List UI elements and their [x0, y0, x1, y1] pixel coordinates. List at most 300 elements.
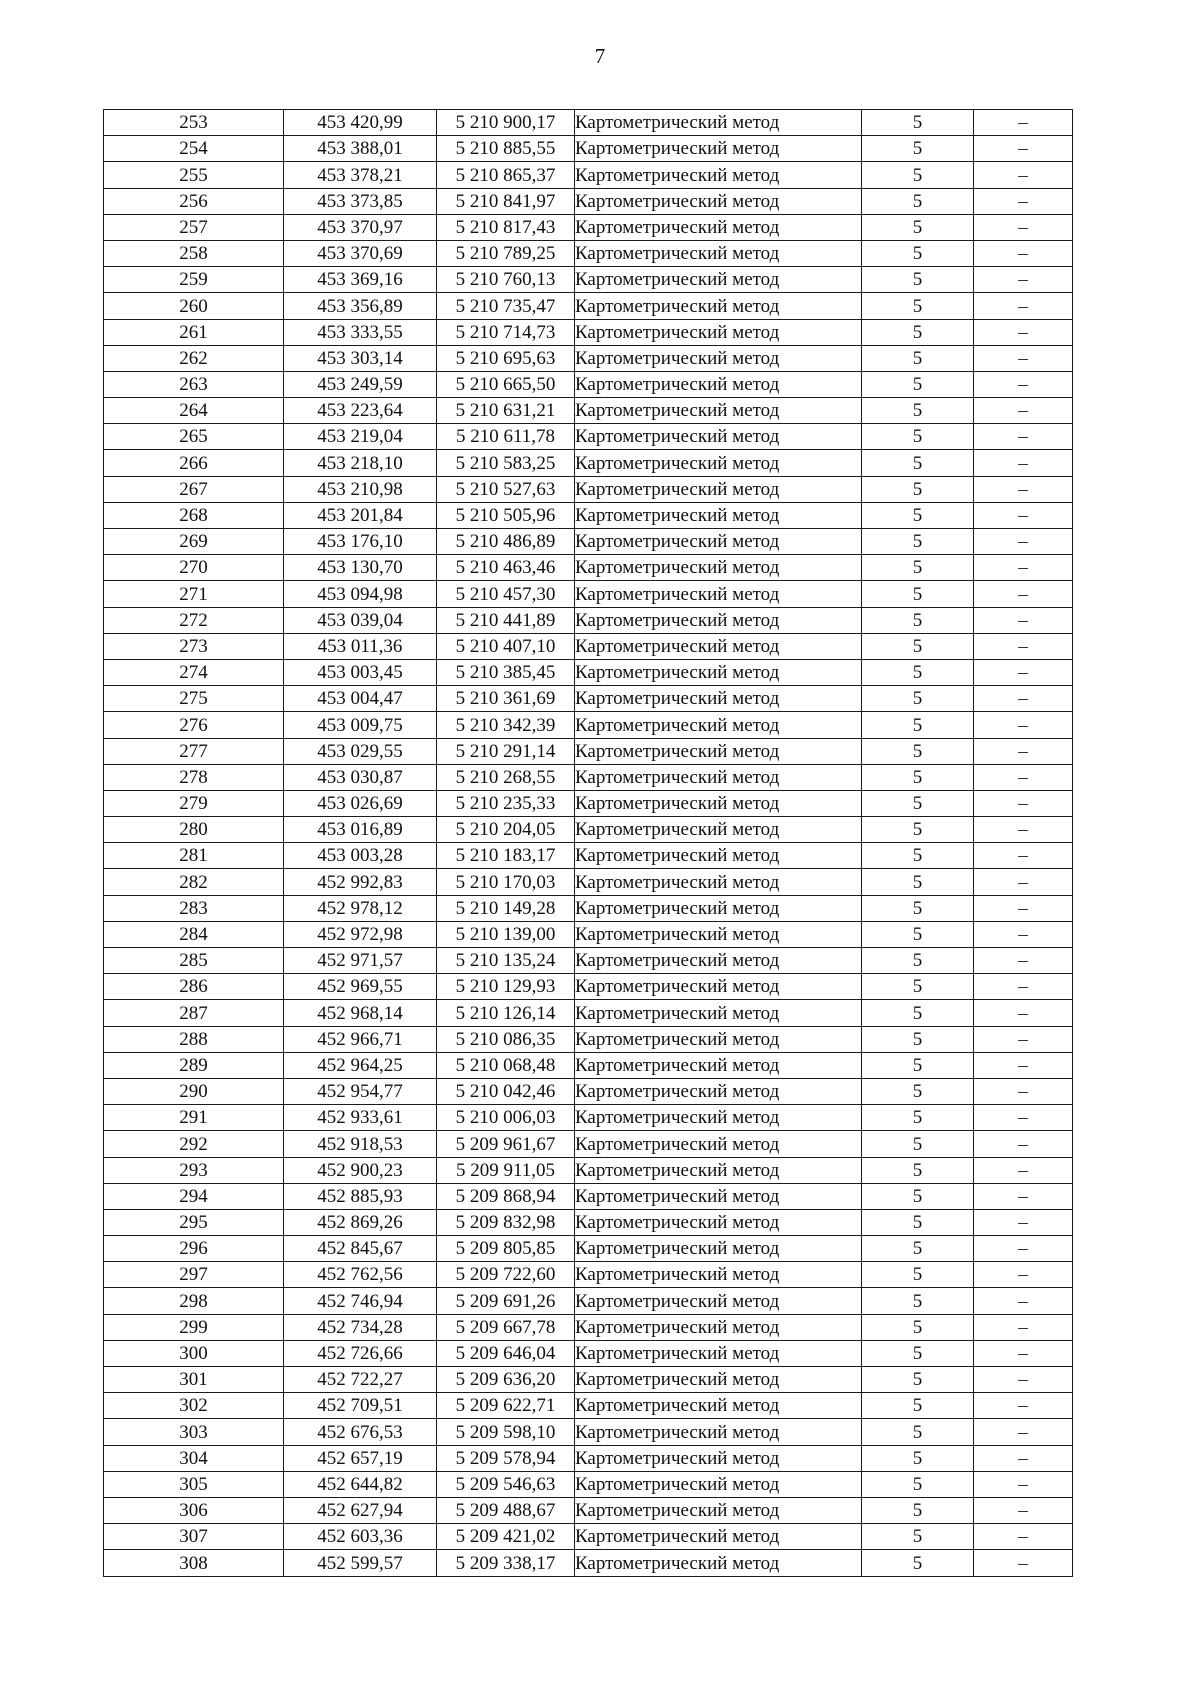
description-cell: – [974, 1262, 1073, 1288]
accuracy-cell: 5 [862, 895, 974, 921]
table-row [104, 1052, 1073, 1078]
y-coordinate-cell: 5 210 817,43 [437, 214, 575, 240]
point-number-cell: 294 [104, 1183, 284, 1209]
x-coordinate-cell: 453 210,98 [284, 476, 437, 502]
accuracy-cell: 5 [862, 1393, 974, 1419]
description-cell: – [974, 1393, 1073, 1419]
table-row [104, 974, 1073, 1000]
accuracy-cell: 5 [862, 1000, 974, 1026]
y-coordinate-cell: 5 210 361,69 [437, 686, 575, 712]
description-cell: – [974, 476, 1073, 502]
method-cell: Картометрический метод [575, 1052, 862, 1078]
point-number-cell: 254 [104, 136, 284, 162]
description-cell: – [974, 1209, 1073, 1235]
point-number-cell: 295 [104, 1209, 284, 1235]
description-cell: – [974, 502, 1073, 528]
x-coordinate-cell: 452 966,71 [284, 1026, 437, 1052]
y-coordinate-cell: 5 210 885,55 [437, 136, 575, 162]
method-cell: Картометрический метод [575, 1367, 862, 1393]
description-cell: – [974, 110, 1073, 136]
x-coordinate-cell: 453 369,16 [284, 267, 437, 293]
coordinates-table [103, 109, 1073, 1577]
table-row [104, 712, 1073, 738]
description-cell: – [974, 1236, 1073, 1262]
x-coordinate-cell: 453 201,84 [284, 502, 437, 528]
accuracy-cell: 5 [862, 712, 974, 738]
table-row [104, 319, 1073, 345]
point-number-cell: 284 [104, 921, 284, 947]
table-row [104, 738, 1073, 764]
table-row [104, 214, 1073, 240]
x-coordinate-cell: 452 657,19 [284, 1445, 437, 1471]
y-coordinate-cell: 5 210 457,30 [437, 581, 575, 607]
table-row [104, 1340, 1073, 1366]
method-cell: Картометрический метод [575, 1262, 862, 1288]
description-cell: – [974, 581, 1073, 607]
table-row [104, 1550, 1073, 1576]
method-cell: Картометрический метод [575, 240, 862, 266]
method-cell: Картометрический метод [575, 1419, 862, 1445]
table-row [104, 555, 1073, 581]
x-coordinate-cell: 453 039,04 [284, 607, 437, 633]
method-cell: Картометрический метод [575, 214, 862, 240]
table-row [104, 1497, 1073, 1523]
x-coordinate-cell: 453 333,55 [284, 319, 437, 345]
y-coordinate-cell: 5 210 695,63 [437, 345, 575, 371]
x-coordinate-cell: 452 726,66 [284, 1340, 437, 1366]
y-coordinate-cell: 5 210 789,25 [437, 240, 575, 266]
table-row [104, 607, 1073, 633]
description-cell: – [974, 319, 1073, 345]
description-cell: – [974, 1105, 1073, 1131]
y-coordinate-cell: 5 209 868,94 [437, 1183, 575, 1209]
y-coordinate-cell: 5 210 760,13 [437, 267, 575, 293]
description-cell: – [974, 686, 1073, 712]
accuracy-cell: 5 [862, 607, 974, 633]
accuracy-cell: 5 [862, 1471, 974, 1497]
description-cell: – [974, 1471, 1073, 1497]
description-cell: – [974, 136, 1073, 162]
description-cell: – [974, 345, 1073, 371]
point-number-cell: 280 [104, 817, 284, 843]
point-number-cell: 267 [104, 476, 284, 502]
table-row [104, 1419, 1073, 1445]
description-cell: – [974, 188, 1073, 214]
y-coordinate-cell: 5 210 665,50 [437, 371, 575, 397]
accuracy-cell: 5 [862, 1105, 974, 1131]
table-row [104, 162, 1073, 188]
table-row [104, 790, 1073, 816]
x-coordinate-cell: 453 370,97 [284, 214, 437, 240]
x-coordinate-cell: 452 969,55 [284, 974, 437, 1000]
accuracy-cell: 5 [862, 1288, 974, 1314]
page-number: 7 [594, 44, 606, 68]
x-coordinate-cell: 453 029,55 [284, 738, 437, 764]
method-cell: Картометрический метод [575, 581, 862, 607]
y-coordinate-cell: 5 210 235,33 [437, 790, 575, 816]
x-coordinate-cell: 453 094,98 [284, 581, 437, 607]
method-cell: Картометрический метод [575, 476, 862, 502]
point-number-cell: 263 [104, 371, 284, 397]
y-coordinate-cell: 5 209 805,85 [437, 1236, 575, 1262]
accuracy-cell: 5 [862, 1131, 974, 1157]
method-cell: Картометрический метод [575, 1393, 862, 1419]
point-number-cell: 273 [104, 633, 284, 659]
table-row [104, 188, 1073, 214]
point-number-cell: 288 [104, 1026, 284, 1052]
method-cell: Картометрический метод [575, 1550, 862, 1576]
y-coordinate-cell: 5 209 646,04 [437, 1340, 575, 1366]
table-row [104, 450, 1073, 476]
y-coordinate-cell: 5 209 911,05 [437, 1157, 575, 1183]
method-cell: Картометрический метод [575, 607, 862, 633]
x-coordinate-cell: 452 676,53 [284, 1419, 437, 1445]
x-coordinate-cell: 452 954,77 [284, 1078, 437, 1104]
point-number-cell: 255 [104, 162, 284, 188]
method-cell: Картометрический метод [575, 188, 862, 214]
point-number-cell: 299 [104, 1314, 284, 1340]
accuracy-cell: 5 [862, 424, 974, 450]
accuracy-cell: 5 [862, 398, 974, 424]
method-cell: Картометрический метод [575, 136, 862, 162]
point-number-cell: 291 [104, 1105, 284, 1131]
y-coordinate-cell: 5 210 527,63 [437, 476, 575, 502]
description-cell: – [974, 529, 1073, 555]
point-number-cell: 293 [104, 1157, 284, 1183]
method-cell: Картометрический метод [575, 555, 862, 581]
method-cell: Картометрический метод [575, 345, 862, 371]
point-number-cell: 259 [104, 267, 284, 293]
accuracy-cell: 5 [862, 1340, 974, 1366]
y-coordinate-cell: 5 210 268,55 [437, 764, 575, 790]
accuracy-cell: 5 [862, 659, 974, 685]
method-cell: Картометрический метод [575, 1209, 862, 1235]
accuracy-cell: 5 [862, 188, 974, 214]
table-row [104, 948, 1073, 974]
y-coordinate-cell: 5 210 407,10 [437, 633, 575, 659]
y-coordinate-cell: 5 210 042,46 [437, 1078, 575, 1104]
description-cell: – [974, 555, 1073, 581]
x-coordinate-cell: 453 130,70 [284, 555, 437, 581]
y-coordinate-cell: 5 210 139,00 [437, 921, 575, 947]
y-coordinate-cell: 5 210 129,93 [437, 974, 575, 1000]
accuracy-cell: 5 [862, 948, 974, 974]
y-coordinate-cell: 5 209 636,20 [437, 1367, 575, 1393]
description-cell: – [974, 607, 1073, 633]
description-cell: – [974, 1052, 1073, 1078]
x-coordinate-cell: 453 011,36 [284, 633, 437, 659]
description-cell: – [974, 1157, 1073, 1183]
method-cell: Картометрический метод [575, 1445, 862, 1471]
table-row [104, 502, 1073, 528]
accuracy-cell: 5 [862, 1052, 974, 1078]
table-row [104, 240, 1073, 266]
accuracy-cell: 5 [862, 1262, 974, 1288]
table-row [104, 1105, 1073, 1131]
method-cell: Картометрический метод [575, 424, 862, 450]
y-coordinate-cell: 5 210 865,37 [437, 162, 575, 188]
table-row [104, 267, 1073, 293]
accuracy-cell: 5 [862, 502, 974, 528]
accuracy-cell: 5 [862, 686, 974, 712]
point-number-cell: 297 [104, 1262, 284, 1288]
x-coordinate-cell: 453 003,45 [284, 659, 437, 685]
point-number-cell: 296 [104, 1236, 284, 1262]
method-cell: Картометрический метод [575, 450, 862, 476]
method-cell: Картометрический метод [575, 319, 862, 345]
table-row [104, 1445, 1073, 1471]
x-coordinate-cell: 453 009,75 [284, 712, 437, 738]
accuracy-cell: 5 [862, 974, 974, 1000]
method-cell: Картометрический метод [575, 398, 862, 424]
method-cell: Картометрический метод [575, 1288, 862, 1314]
y-coordinate-cell: 5 209 421,02 [437, 1524, 575, 1550]
method-cell: Картометрический метод [575, 659, 862, 685]
method-cell: Картометрический метод [575, 843, 862, 869]
description-cell: – [974, 895, 1073, 921]
point-number-cell: 281 [104, 843, 284, 869]
method-cell: Картометрический метод [575, 974, 862, 1000]
y-coordinate-cell: 5 210 841,97 [437, 188, 575, 214]
description-cell: – [974, 1314, 1073, 1340]
description-cell: – [974, 1419, 1073, 1445]
accuracy-cell: 5 [862, 817, 974, 843]
accuracy-cell: 5 [862, 555, 974, 581]
point-number-cell: 300 [104, 1340, 284, 1366]
description-cell: – [974, 1340, 1073, 1366]
accuracy-cell: 5 [862, 790, 974, 816]
point-number-cell: 305 [104, 1471, 284, 1497]
x-coordinate-cell: 452 599,57 [284, 1550, 437, 1576]
description-cell: – [974, 764, 1073, 790]
accuracy-cell: 5 [862, 1236, 974, 1262]
table-row [104, 1131, 1073, 1157]
x-coordinate-cell: 452 869,26 [284, 1209, 437, 1235]
table-row [104, 686, 1073, 712]
description-cell: – [974, 1078, 1073, 1104]
accuracy-cell: 5 [862, 1183, 974, 1209]
table-row [104, 895, 1073, 921]
point-number-cell: 301 [104, 1367, 284, 1393]
description-cell: – [974, 1288, 1073, 1314]
x-coordinate-cell: 452 968,14 [284, 1000, 437, 1026]
table-row [104, 293, 1073, 319]
point-number-cell: 282 [104, 869, 284, 895]
accuracy-cell: 5 [862, 738, 974, 764]
table-row [104, 110, 1073, 136]
point-number-cell: 306 [104, 1497, 284, 1523]
description-cell: – [974, 1183, 1073, 1209]
x-coordinate-cell: 453 030,87 [284, 764, 437, 790]
table-row [104, 529, 1073, 555]
accuracy-cell: 5 [862, 843, 974, 869]
accuracy-cell: 5 [862, 1209, 974, 1235]
point-number-cell: 303 [104, 1419, 284, 1445]
point-number-cell: 276 [104, 712, 284, 738]
description-cell: – [974, 1367, 1073, 1393]
accuracy-cell: 5 [862, 1367, 974, 1393]
table-row [104, 1314, 1073, 1340]
x-coordinate-cell: 453 388,01 [284, 136, 437, 162]
point-number-cell: 264 [104, 398, 284, 424]
description-cell: – [974, 1131, 1073, 1157]
description-cell: – [974, 240, 1073, 266]
y-coordinate-cell: 5 210 149,28 [437, 895, 575, 921]
method-cell: Картометрический метод [575, 1471, 862, 1497]
y-coordinate-cell: 5 210 342,39 [437, 712, 575, 738]
point-number-cell: 283 [104, 895, 284, 921]
x-coordinate-cell: 453 303,14 [284, 345, 437, 371]
description-cell: – [974, 398, 1073, 424]
accuracy-cell: 5 [862, 162, 974, 188]
y-coordinate-cell: 5 210 126,14 [437, 1000, 575, 1026]
method-cell: Картометрический метод [575, 633, 862, 659]
point-number-cell: 262 [104, 345, 284, 371]
description-cell: – [974, 948, 1073, 974]
point-number-cell: 277 [104, 738, 284, 764]
table-row [104, 345, 1073, 371]
accuracy-cell: 5 [862, 110, 974, 136]
y-coordinate-cell: 5 210 735,47 [437, 293, 575, 319]
description-cell: – [974, 1026, 1073, 1052]
y-coordinate-cell: 5 210 006,03 [437, 1105, 575, 1131]
method-cell: Картометрический метод [575, 1105, 862, 1131]
table-row [104, 371, 1073, 397]
point-number-cell: 308 [104, 1550, 284, 1576]
y-coordinate-cell: 5 210 183,17 [437, 843, 575, 869]
method-cell: Картометрический метод [575, 162, 862, 188]
table-row [104, 921, 1073, 947]
method-cell: Картометрический метод [575, 895, 862, 921]
accuracy-cell: 5 [862, 633, 974, 659]
method-cell: Картометрический метод [575, 1157, 862, 1183]
table-row [104, 1262, 1073, 1288]
accuracy-cell: 5 [862, 1157, 974, 1183]
method-cell: Картометрический метод [575, 1131, 862, 1157]
table-row [104, 843, 1073, 869]
description-cell: – [974, 633, 1073, 659]
description-cell: – [974, 712, 1073, 738]
table-row [104, 1236, 1073, 1262]
point-number-cell: 270 [104, 555, 284, 581]
y-coordinate-cell: 5 210 135,24 [437, 948, 575, 974]
description-cell: – [974, 162, 1073, 188]
x-coordinate-cell: 452 709,51 [284, 1393, 437, 1419]
description-cell: – [974, 424, 1073, 450]
description-cell: – [974, 921, 1073, 947]
table-row [104, 869, 1073, 895]
accuracy-cell: 5 [862, 214, 974, 240]
x-coordinate-cell: 453 223,64 [284, 398, 437, 424]
point-number-cell: 258 [104, 240, 284, 266]
point-number-cell: 275 [104, 686, 284, 712]
x-coordinate-cell: 452 722,27 [284, 1367, 437, 1393]
point-number-cell: 298 [104, 1288, 284, 1314]
description-cell: – [974, 974, 1073, 1000]
description-cell: – [974, 790, 1073, 816]
description-cell: – [974, 659, 1073, 685]
method-cell: Картометрический метод [575, 817, 862, 843]
point-number-cell: 260 [104, 293, 284, 319]
x-coordinate-cell: 452 978,12 [284, 895, 437, 921]
table-row [104, 136, 1073, 162]
table-row [104, 476, 1073, 502]
method-cell: Картометрический метод [575, 869, 862, 895]
x-coordinate-cell: 453 420,99 [284, 110, 437, 136]
description-cell: – [974, 293, 1073, 319]
description-cell: – [974, 817, 1073, 843]
table-row [104, 1183, 1073, 1209]
y-coordinate-cell: 5 210 900,17 [437, 110, 575, 136]
x-coordinate-cell: 452 762,56 [284, 1262, 437, 1288]
x-coordinate-cell: 453 016,89 [284, 817, 437, 843]
accuracy-cell: 5 [862, 921, 974, 947]
table-row [104, 1157, 1073, 1183]
point-number-cell: 307 [104, 1524, 284, 1550]
description-cell: – [974, 371, 1073, 397]
y-coordinate-cell: 5 210 611,78 [437, 424, 575, 450]
accuracy-cell: 5 [862, 345, 974, 371]
description-cell: – [974, 1445, 1073, 1471]
point-number-cell: 290 [104, 1078, 284, 1104]
accuracy-cell: 5 [862, 267, 974, 293]
accuracy-cell: 5 [862, 581, 974, 607]
table-body [104, 110, 1073, 1577]
y-coordinate-cell: 5 210 714,73 [437, 319, 575, 345]
method-cell: Картометрический метод [575, 1026, 862, 1052]
method-cell: Картометрический метод [575, 738, 862, 764]
point-number-cell: 287 [104, 1000, 284, 1026]
point-number-cell: 256 [104, 188, 284, 214]
y-coordinate-cell: 5 210 441,89 [437, 607, 575, 633]
description-cell: – [974, 1550, 1073, 1576]
table-row [104, 1288, 1073, 1314]
y-coordinate-cell: 5 209 578,94 [437, 1445, 575, 1471]
y-coordinate-cell: 5 210 170,03 [437, 869, 575, 895]
y-coordinate-cell: 5 210 385,45 [437, 659, 575, 685]
method-cell: Картометрический метод [575, 1183, 862, 1209]
description-cell: – [974, 1524, 1073, 1550]
accuracy-cell: 5 [862, 529, 974, 555]
description-cell: – [974, 738, 1073, 764]
x-coordinate-cell: 452 734,28 [284, 1314, 437, 1340]
point-number-cell: 304 [104, 1445, 284, 1471]
accuracy-cell: 5 [862, 240, 974, 266]
point-number-cell: 272 [104, 607, 284, 633]
table-row [104, 817, 1073, 843]
x-coordinate-cell: 453 378,21 [284, 162, 437, 188]
accuracy-cell: 5 [862, 764, 974, 790]
point-number-cell: 278 [104, 764, 284, 790]
accuracy-cell: 5 [862, 1550, 974, 1576]
accuracy-cell: 5 [862, 136, 974, 162]
x-coordinate-cell: 452 627,94 [284, 1497, 437, 1523]
point-number-cell: 261 [104, 319, 284, 345]
y-coordinate-cell: 5 210 631,21 [437, 398, 575, 424]
x-coordinate-cell: 452 603,36 [284, 1524, 437, 1550]
y-coordinate-cell: 5 209 622,71 [437, 1393, 575, 1419]
y-coordinate-cell: 5 210 204,05 [437, 817, 575, 843]
table-row [104, 398, 1073, 424]
method-cell: Картометрический метод [575, 1340, 862, 1366]
x-coordinate-cell: 452 971,57 [284, 948, 437, 974]
accuracy-cell: 5 [862, 1524, 974, 1550]
x-coordinate-cell: 452 644,82 [284, 1471, 437, 1497]
x-coordinate-cell: 452 900,23 [284, 1157, 437, 1183]
point-number-cell: 302 [104, 1393, 284, 1419]
y-coordinate-cell: 5 209 598,10 [437, 1419, 575, 1445]
accuracy-cell: 5 [862, 869, 974, 895]
